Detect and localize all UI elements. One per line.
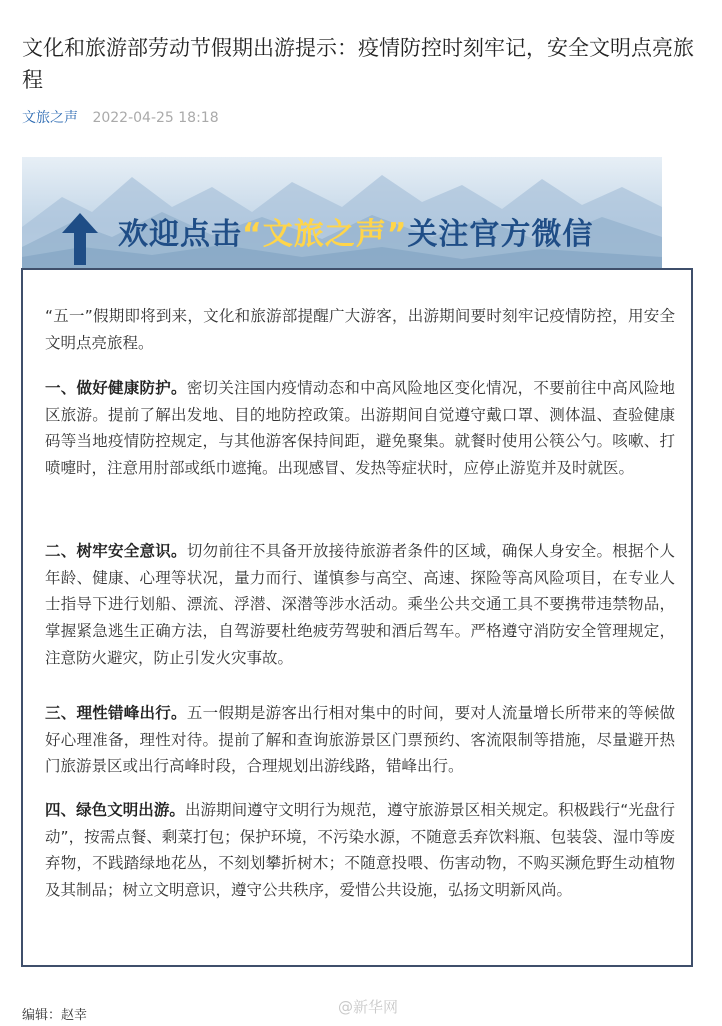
- section-paragraph-1: [45, 375, 675, 482]
- banner-text-after: 关注官方微信: [407, 217, 594, 252]
- banner-text: [118, 209, 593, 253]
- section-heading-3: 三、理性错峰出行。: [45, 704, 187, 722]
- article-title: 文化和旅游部劳动节假期出游提示：疫情防控时刻牢记，安全文明点亮旅程: [22, 36, 694, 92]
- section-heading-1: 一、做好健康防护。: [45, 379, 187, 397]
- arrow-up-icon: [62, 213, 98, 265]
- section-text-2: 切勿前往不具备开放接待旅游者条件的区域，确保人身安全。根据个人年龄、健康、心理等状况，量力而行、谨慎参与高空、高速、探险等高风险项目，在专业人士指导下进行划船、漂流、浮潜、深潜等涉水活动。乘坐公共交通工具不要携带违禁物品，掌握紧急逃生正确方法，自驾游要杜绝疲劳驾驶和酒后驾车。严格遵守消防安全管理规定，注意防火避灾，防止引发火灾事故。: [45, 542, 675, 667]
- section-paragraph-2: [45, 538, 675, 672]
- article-meta: [22, 107, 219, 127]
- section-text-1: 密切关注国内疫情动态和中高风险地区变化情况，不要前往中高风险地区旅游。提前了解出发地、目的地防控政策。出游期间自觉遵守戴口罩、测体温、查验健康码等当地疫情防控规定，与其他游客保持间距，避免聚集。就餐时使用公筷公勺。咳嗽、打喷嚏时，注意用肘部或纸巾遮掩。出现感冒、发热等症状时，应停止游览并及时就医。: [45, 379, 675, 478]
- banner-text-before: 欢迎点击: [118, 217, 242, 252]
- intro-paragraph: “五一”假期即将到来，文化和旅游部提醒广大游客，出游期间要时刻牢记疫情防控，用安全文明点亮旅程。: [45, 307, 675, 352]
- section-heading-2: 二、树牢安全意识。: [45, 542, 187, 560]
- source-link[interactable]: 文旅之声: [22, 110, 78, 126]
- section-text-3: 五一假期是游客出行相对集中的时间，要对人流量增长所带来的等候做好心理准备，理性对待。提前了解和查询旅游景区门票预约、客流限制等措施，尽量避开热门旅游景区或出行高峰时段，合理规划出游线路，错峰出行。: [45, 704, 675, 776]
- section-paragraph-3: [45, 700, 675, 780]
- article-content-box: [21, 268, 693, 967]
- follow-banner[interactable]: [22, 157, 662, 270]
- banner-text-highlight: “文旅之声”: [242, 217, 408, 252]
- editor-credit: 编辑：赵幸: [22, 1008, 88, 1023]
- publish-time: 2022-04-25 18:18: [92, 110, 219, 126]
- section-text-4: 出游期间遵守文明行为规范，遵守旅游景区相关规定。积极践行“光盘行动”，按需点餐、剩菜打包；保护环境，不污染水源，不随意丢弃饮料瓶、包装袋、湿巾等废弃物，不践踏绿地花丛，不刻划攀折树木；不随意投喂、伤害动物，不购买濒危野生动植物及其制品；树立文明意识，遵守公共秩序，爱惜公共设施，弘扬文明新风尚。: [45, 801, 675, 900]
- section-paragraph-4: [45, 797, 675, 904]
- watermark: @新华网: [338, 998, 399, 1016]
- section-heading-4: 四、绿色文明出游。: [45, 801, 185, 819]
